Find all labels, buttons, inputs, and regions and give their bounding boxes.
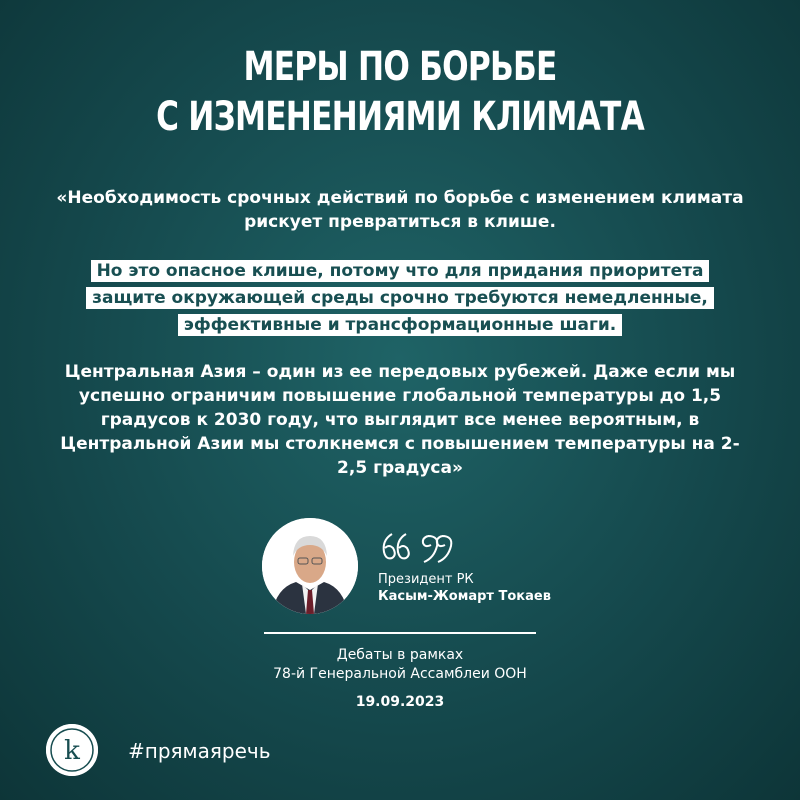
event-date: 19.09.2023 [355, 694, 445, 710]
logo-letter: k [64, 736, 80, 766]
event-line-1: Дебаты в рамках [336, 647, 464, 663]
title-line-1: МЕРЫ ПО БОРЬБЕ [243, 44, 557, 90]
quote-highlight [40, 258, 760, 339]
speaker-photo [262, 518, 358, 614]
highlight-line-1: Но это опасное клише, потому что для придания приоритета [91, 260, 710, 282]
highlight-line-2: защите окружающей среды срочно требуются немедленные, [86, 287, 714, 309]
title-line-2: С ИЗМЕНЕНИЯМИ КЛИМАТА [156, 94, 644, 140]
quote-paragraph-1: «Необходимость срочных действий по борьбе с изменением климата рискует превратиться в клише. [56, 188, 744, 232]
quote-marks-icon [378, 530, 458, 564]
divider [264, 632, 536, 634]
hashtag: #прямаяречь [128, 739, 271, 763]
speaker-name: Касым-Жомарт Токаев [378, 589, 551, 604]
page-title [88, 42, 712, 142]
quote-paragraph-3: Центральная Азия – один из ее передовых рубежей. Даже если мы успешно ограничим повышение глобальной температуры до 1,5 градусов к 2030 году, что выглядит все менее вероятным, в Центральной Азии мы столкнемся с повышением температуры на 2-2,5 градуса» [60, 362, 740, 478]
brand-logo [46, 724, 98, 776]
speaker-role: Президент РК [378, 572, 474, 587]
highlight-line-3: эффективные и трансформационные шаги. [178, 314, 622, 336]
event-line-2: 78-й Генеральной Ассамблеи ООН [273, 666, 527, 682]
event-info [0, 646, 800, 684]
